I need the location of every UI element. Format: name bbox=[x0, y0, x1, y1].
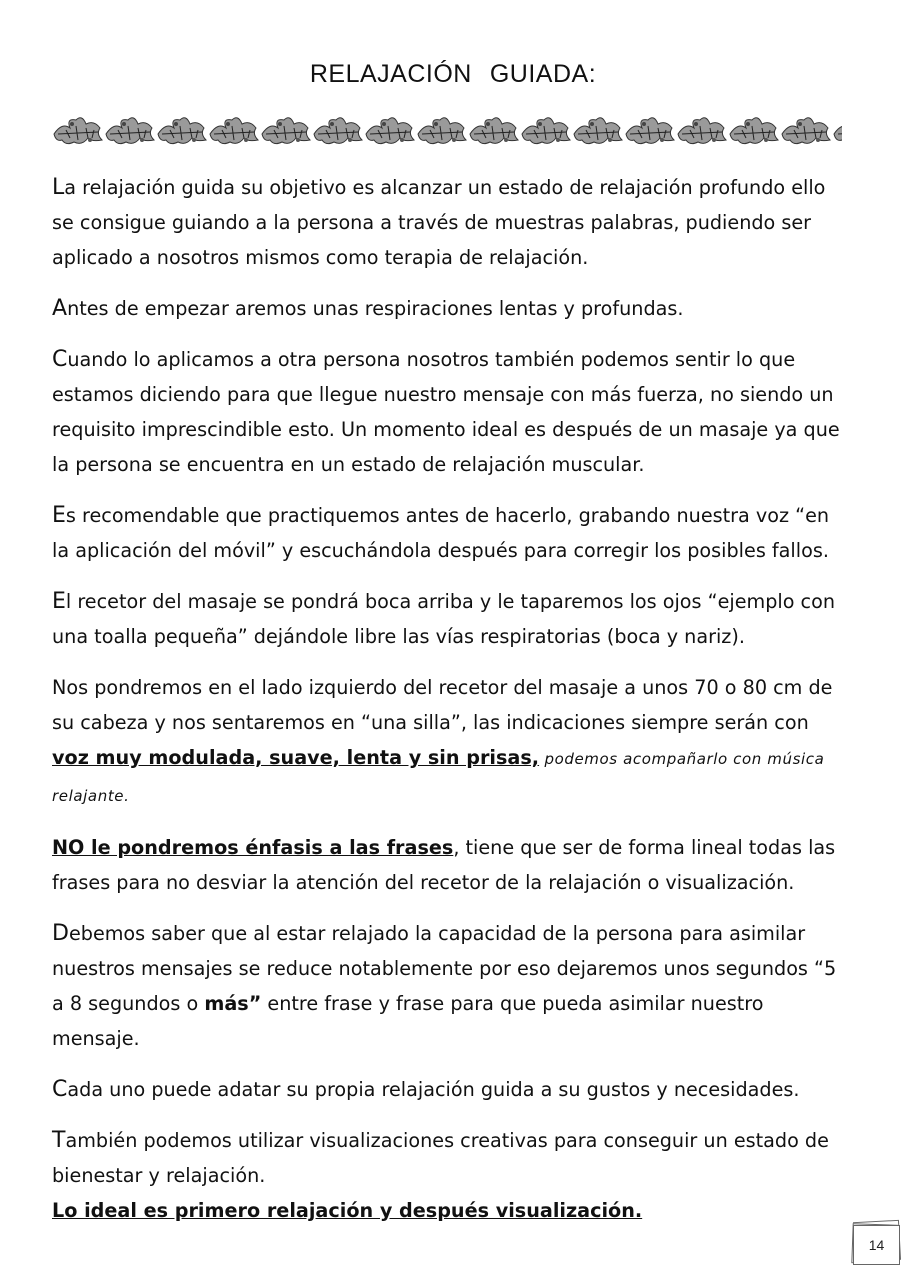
paragraph-pauses bbox=[52, 916, 847, 1056]
paragraph-voice bbox=[52, 670, 847, 814]
emphasis-text: NO le pondremos énfasis a las frases bbox=[52, 836, 454, 859]
paragraph-no-emphasis bbox=[52, 830, 847, 900]
paragraph-text: ebemos saber que al estar relajado la capacidad de la persona para asimilar nuestros mensajes se reduce notablemente por eso dejaremos unos segundos “5 a 8 segundos o bbox=[52, 922, 837, 1015]
paragraph-application bbox=[52, 342, 847, 482]
page-number-badge bbox=[850, 1221, 902, 1265]
italic-note: podemos acompañarlo con música relajante. bbox=[52, 750, 825, 805]
drop-letter: E bbox=[52, 589, 66, 614]
paragraph-text: s recomendable que practiquemos antes de hacerlo, grabando nuestra voz “en la aplicación del móvil” y escuchándola después para corregir los posibles fallos. bbox=[52, 504, 830, 562]
paragraph-breathing bbox=[52, 291, 847, 326]
paragraph-position bbox=[52, 584, 847, 654]
title-word-2: GUIADA: bbox=[489, 60, 597, 88]
emphasis-text: voz muy modulada, suave, lenta y sin prisas, bbox=[52, 746, 540, 769]
paragraph-visualization bbox=[52, 1123, 847, 1193]
drop-letter: T bbox=[52, 1128, 66, 1153]
page-title bbox=[0, 60, 906, 89]
decorative-leaf-border bbox=[52, 112, 842, 152]
paragraph-practice bbox=[52, 498, 847, 568]
paragraph-text: uando lo aplicamos a otra persona nosotros también podemos sentir lo que estamos diciendo para que llegue nuestro mensaje con más fuerza, no siendo un requisito imprescindible esto. Un momento ideal es después de un masaje ya que la persona se encuentra en un estado de relajación muscular. bbox=[52, 348, 840, 476]
drop-letter: E bbox=[52, 503, 66, 528]
bold-text: más” bbox=[204, 992, 262, 1015]
drop-letter: A bbox=[52, 296, 68, 321]
paragraph-text: ambién podemos utilizar visualizaciones creativas para conseguir un estado de bienestar y relajación. bbox=[52, 1129, 829, 1187]
paragraph-text: a relajación guida su objetivo es alcanzar un estado de relajación profundo ello se consigue guiando a la persona a través de muestras palabras, pudiendo ser aplicado a nosotros mismos como terapia de relajación. bbox=[52, 176, 826, 269]
paragraph-text: ada uno puede adatar su propia relajación guida a su gustos y necesidades. bbox=[67, 1078, 800, 1101]
drop-letter: C bbox=[52, 347, 68, 372]
paragraph-intro bbox=[52, 170, 847, 275]
paragraph-text: Nos pondremos en el lado izquierdo del recetor del masaje a unos 70 o 80 cm de su cabeza y nos sentaremos en “una silla”, las indicaciones siempre serán con bbox=[52, 676, 833, 734]
paragraph-conclusion bbox=[52, 1193, 847, 1228]
paragraph-text: , tiene que ser de forma lineal todas las frases para no desviar la atención del recetor de la relajación o visualización. bbox=[52, 836, 836, 894]
paragraph-text: ntes de empezar aremos unas respiraciones lentas y profundas. bbox=[67, 297, 684, 320]
drop-letter: L bbox=[52, 175, 65, 200]
paragraph-text: l recetor del masaje se pondrá boca arriba y le taparemos los ojos “ejemplo con una toalla pequeña” dejándole libre las vías respiratorias (boca y nariz). bbox=[52, 590, 836, 648]
title-word-1: RELAJACIÓN bbox=[309, 60, 472, 88]
drop-letter: C bbox=[52, 1077, 68, 1102]
drop-letter: D bbox=[52, 921, 69, 946]
paragraph-adapt bbox=[52, 1072, 847, 1107]
paragraph-text-cont: entre frase y frase para que pueda asimilar nuestro mensaje. bbox=[52, 992, 764, 1050]
page-number: 14 bbox=[853, 1225, 900, 1265]
body-text bbox=[52, 170, 847, 1244]
emphasis-text: Lo ideal es primero relajación y después visualización. bbox=[52, 1199, 643, 1222]
